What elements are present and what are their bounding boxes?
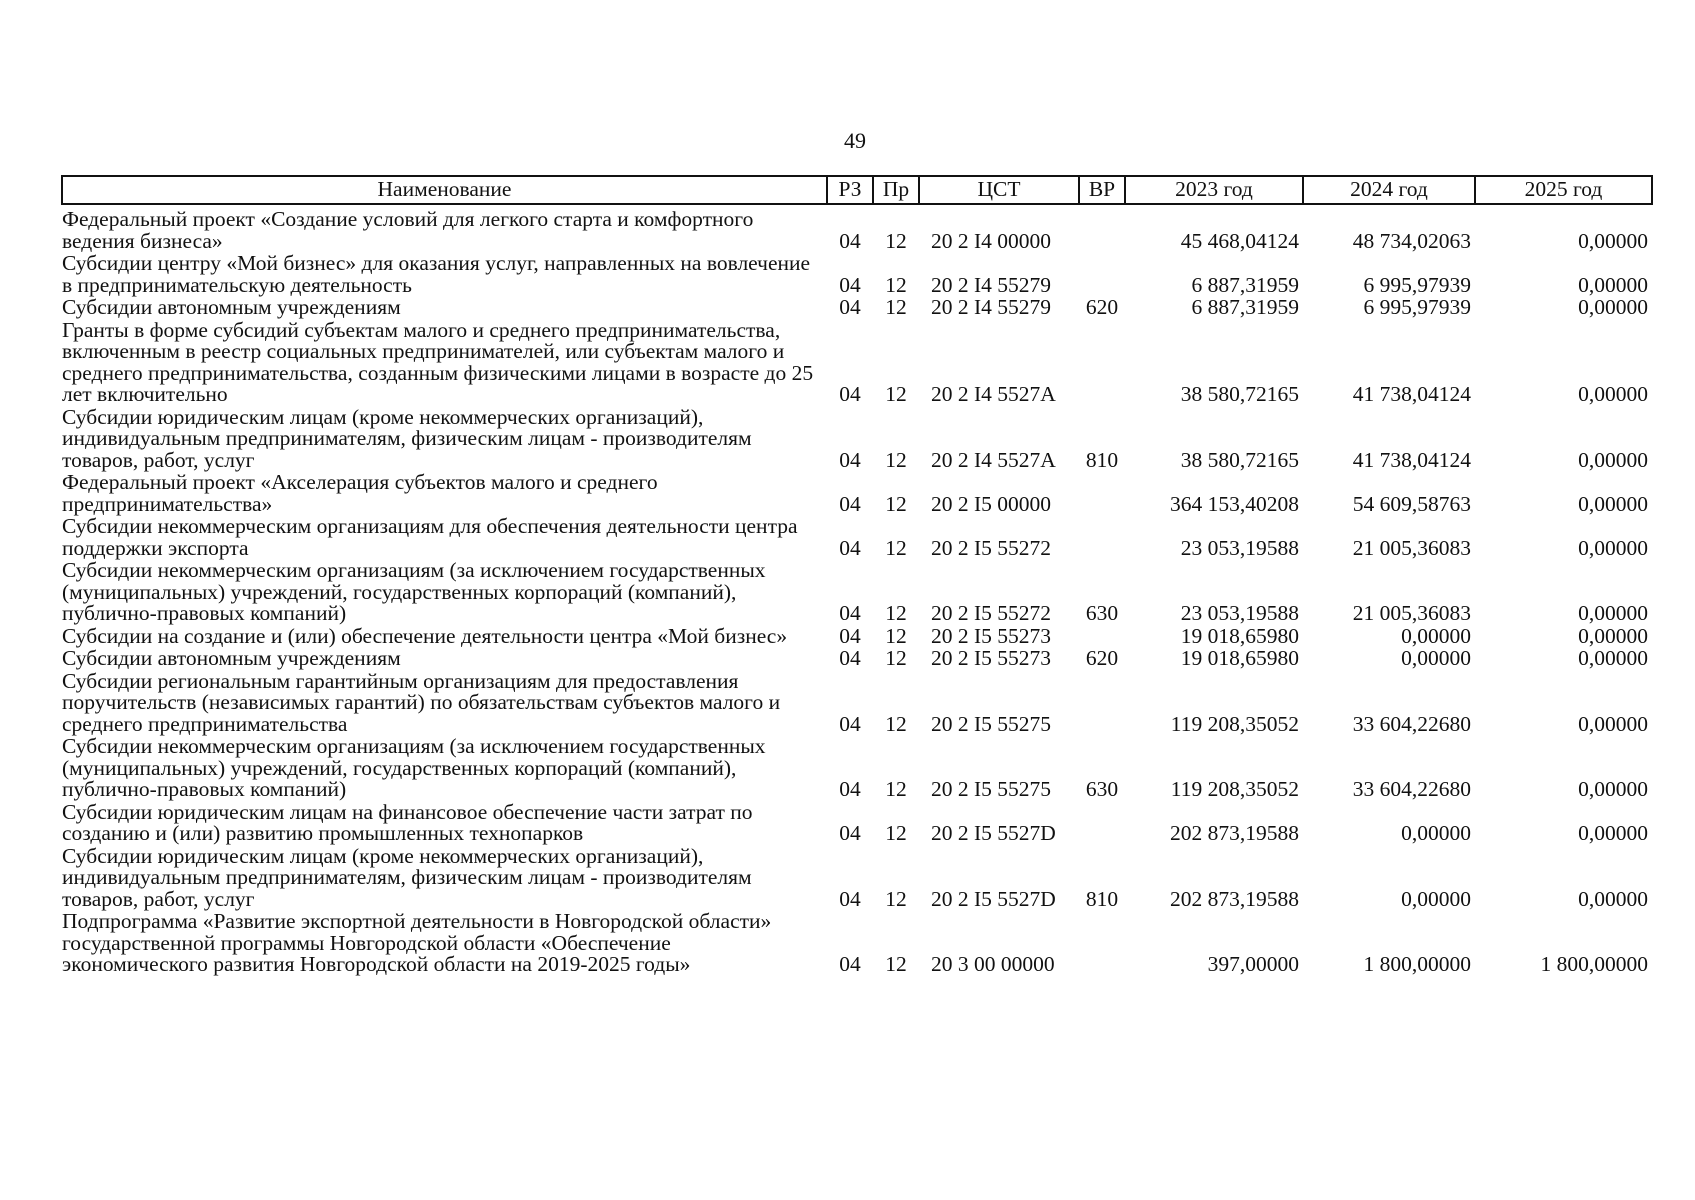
row-cst: 20 2 I5 5527D (931, 886, 1056, 911)
header-vr: ВР (1079, 176, 1125, 204)
row-vr: 630 (1085, 601, 1119, 625)
row-vr: 620 (1085, 295, 1119, 319)
header-cst: ЦСТ (919, 176, 1079, 204)
row-vr (1079, 252, 1125, 296)
row-rz: 04 (839, 295, 861, 319)
row-2025: 0,00000 (1578, 272, 1648, 297)
row-2025: 1 800,00000 (1540, 952, 1648, 976)
row-2023: 6 887,31959 (1191, 295, 1299, 319)
row-vr: 620 (1085, 646, 1119, 670)
row-2024: 0,00000 (1401, 623, 1471, 648)
row-vr: 810 (1085, 886, 1119, 911)
header-name: Наименование (62, 176, 827, 204)
header-row (62, 176, 1652, 204)
row-cst: 20 2 I5 55272 (931, 535, 1052, 560)
row-2023: 19 018,65980 (1180, 646, 1299, 670)
row-name: Субсидии некоммерческим организациям (за исключением государственных (муниципальных) учреждений, государственных корпораций (компаний), публично-правовых компаний) (62, 734, 766, 801)
table-row (62, 735, 1652, 801)
header-2024: 2024 год (1303, 176, 1475, 204)
table-row (62, 559, 1652, 625)
row-2023: 23 053,19588 (1180, 601, 1299, 625)
row-name: Гранты в форме субсидий субъектам малого и среднего предпринимательства, включенным в реестр социальных предпринимателей, или субъектам малого и среднего предпринимательства, созданным физическими лицами в возрасте до 25 лет включительно (62, 317, 814, 406)
row-cst: 20 2 I5 00000 (931, 491, 1052, 516)
row-name: Субсидии региональным гарантийным организациям для предоставления поручительств (независимых гарантий) по обязательствам субъектов малого и среднего предпринимательства (62, 668, 781, 736)
row-2024: 41 738,04124 (1352, 447, 1471, 472)
row-cst: 20 2 I5 55273 (931, 646, 1052, 670)
row-pr: 12 (885, 228, 907, 253)
table-row (62, 471, 1652, 515)
row-vr (1079, 670, 1125, 736)
row-2024: 0,00000 (1401, 886, 1471, 911)
row-2025: 0,00000 (1578, 777, 1648, 801)
row-2024: 6 995,97939 (1363, 272, 1471, 297)
row-cst: 20 2 I5 55272 (931, 601, 1052, 625)
row-name: Субсидии юридическим лицам (кроме некоммерческих организаций), индивидуальным предпринимателям, физическим лицам - производителям товаров, работ, услуг (62, 404, 752, 472)
row-2024: 6 995,97939 (1363, 295, 1471, 319)
row-rz: 04 (839, 646, 861, 670)
row-name: Субсидии автономным учреждениям (62, 295, 401, 319)
table-row (62, 670, 1652, 736)
table-row (62, 204, 1652, 252)
row-2025: 0,00000 (1578, 535, 1648, 560)
table-row (62, 296, 1652, 319)
row-2025: 0,00000 (1578, 623, 1648, 648)
row-rz: 04 (839, 601, 861, 625)
row-pr: 12 (885, 646, 907, 670)
row-name: Федеральный проект «Акселерация субъектов малого и среднего предпринимательства» (62, 470, 658, 516)
row-vr (1079, 910, 1125, 976)
row-rz: 04 (839, 711, 861, 736)
row-2025: 0,00000 (1578, 295, 1648, 319)
row-2024: 41 738,04124 (1352, 382, 1471, 406)
row-rz: 04 (839, 777, 861, 801)
table-row (62, 319, 1652, 406)
row-pr: 12 (885, 886, 907, 911)
row-2023: 397,00000 (1207, 952, 1299, 976)
row-name: Субсидии автономным учреждениям (62, 646, 401, 670)
row-2025: 0,00000 (1578, 646, 1648, 670)
row-pr: 12 (885, 272, 907, 297)
row-cst: 20 2 I5 5527D (931, 821, 1056, 845)
row-rz: 04 (839, 382, 861, 406)
row-2025: 0,00000 (1578, 886, 1648, 911)
row-2023: 23 053,19588 (1180, 535, 1299, 560)
row-2023: 6 887,31959 (1191, 272, 1299, 297)
row-cst: 20 2 I4 00000 (931, 228, 1052, 253)
row-pr: 12 (885, 382, 907, 406)
row-vr: 630 (1085, 777, 1119, 801)
row-rz: 04 (839, 821, 861, 845)
row-2024: 33 604,22680 (1352, 777, 1471, 801)
row-cst: 20 2 I5 55273 (931, 623, 1052, 648)
row-name: Федеральный проект «Создание условий для легкого старта и комфортного ведения бизнеса» (62, 207, 754, 253)
row-vr (1079, 515, 1125, 559)
row-2024: 0,00000 (1401, 821, 1471, 845)
table-row (62, 647, 1652, 670)
row-2023: 364 153,40208 (1170, 491, 1299, 516)
header-rz: РЗ (827, 176, 873, 204)
row-cst: 20 2 I5 55275 (931, 711, 1052, 736)
table-row (62, 801, 1652, 845)
table-row (62, 252, 1652, 296)
row-2023: 202 873,19588 (1170, 886, 1299, 911)
row-2025: 0,00000 (1578, 711, 1648, 736)
row-name: Субсидии некоммерческим организациям (за исключением государственных (муниципальных) учреждений, государственных корпораций (компаний), публично-правовых компаний) (62, 558, 766, 625)
row-rz: 04 (839, 272, 861, 297)
row-2024: 48 734,02063 (1352, 228, 1471, 253)
row-pr: 12 (885, 295, 907, 319)
row-rz: 04 (839, 447, 861, 472)
row-2025: 0,00000 (1578, 228, 1648, 253)
row-2023: 38 580,72165 (1180, 447, 1299, 472)
row-rz: 04 (839, 623, 861, 648)
row-pr: 12 (885, 952, 907, 976)
row-rz: 04 (839, 491, 861, 516)
table-row (62, 625, 1652, 648)
row-2023: 202 873,19588 (1170, 821, 1299, 845)
table-row (62, 845, 1652, 911)
row-vr (1079, 801, 1125, 845)
row-pr: 12 (885, 711, 907, 736)
row-vr (1079, 471, 1125, 515)
row-name: Субсидии некоммерческим организациям для обеспечения деятельности центра поддержки экспорта (62, 514, 798, 560)
row-pr: 12 (885, 601, 907, 625)
row-cst: 20 2 I4 55279 (931, 272, 1052, 297)
row-pr: 12 (885, 777, 907, 801)
table-header (62, 176, 1652, 204)
row-2025: 0,00000 (1578, 491, 1648, 516)
row-vr (1079, 319, 1125, 406)
table-body (62, 204, 1652, 976)
row-pr: 12 (885, 821, 907, 845)
budget-table (61, 175, 1653, 976)
row-2023: 38 580,72165 (1180, 382, 1299, 406)
row-2025: 0,00000 (1578, 447, 1648, 472)
row-rz: 04 (839, 886, 861, 911)
row-pr: 12 (885, 623, 907, 648)
row-vr: 810 (1085, 447, 1119, 472)
row-rz: 04 (839, 535, 861, 560)
row-name: Подпрограмма «Развитие экспортной деятельности в Новгородской области» государственной программы Новгородской области «Обеспечение экономического развития Новгородской области на 2019-2025 годы» (62, 909, 772, 976)
row-vr (1079, 625, 1125, 648)
row-2025: 0,00000 (1578, 382, 1648, 406)
row-2023: 119 208,35052 (1170, 777, 1299, 801)
row-2024: 54 609,58763 (1352, 491, 1471, 516)
row-name: Субсидии центру «Мой бизнес» для оказания услуг, направленных на вовлечение в предпринимательскую деятельность (62, 251, 811, 297)
row-cst: 20 3 00 00000 (931, 952, 1055, 976)
row-name: Субсидии юридическим лицам (кроме некоммерческих организаций), индивидуальным предпринимателям, физическим лицам - производителям товаров, работ, услуг (62, 843, 752, 911)
row-cst: 20 2 I5 55275 (931, 777, 1052, 801)
header-2025: 2025 год (1475, 176, 1652, 204)
row-2025: 0,00000 (1578, 601, 1648, 625)
row-pr: 12 (885, 535, 907, 560)
table-row (62, 910, 1652, 976)
row-2025: 0,00000 (1578, 821, 1648, 845)
row-name: Субсидии на создание и (или) обеспечение деятельности центра «Мой бизнес» (62, 623, 788, 648)
row-cst: 20 2 I4 5527A (931, 447, 1056, 472)
row-rz: 04 (839, 228, 861, 253)
row-2024: 21 005,36083 (1352, 601, 1471, 625)
table-row (62, 406, 1652, 472)
row-vr (1079, 204, 1125, 252)
row-2023: 19 018,65980 (1180, 623, 1299, 648)
row-cst: 20 2 I4 55279 (931, 295, 1052, 319)
row-2024: 1 800,00000 (1363, 952, 1471, 976)
row-pr: 12 (885, 447, 907, 472)
row-cst: 20 2 I4 5527A (931, 382, 1056, 406)
table-row (62, 515, 1652, 559)
row-name: Субсидии юридическим лицам на финансовое обеспечение части затрат по созданию и (или) развитию промышленных технопарков (62, 799, 753, 845)
row-pr: 12 (885, 491, 907, 516)
row-2024: 0,00000 (1401, 646, 1471, 670)
row-rz: 04 (839, 952, 861, 976)
header-pr: Пр (873, 176, 919, 204)
row-2023: 119 208,35052 (1170, 711, 1299, 736)
page-number: 49 (844, 128, 866, 153)
header-2023: 2023 год (1125, 176, 1303, 204)
row-2024: 21 005,36083 (1352, 535, 1471, 560)
row-2023: 45 468,04124 (1180, 228, 1299, 253)
row-2024: 33 604,22680 (1352, 711, 1471, 736)
